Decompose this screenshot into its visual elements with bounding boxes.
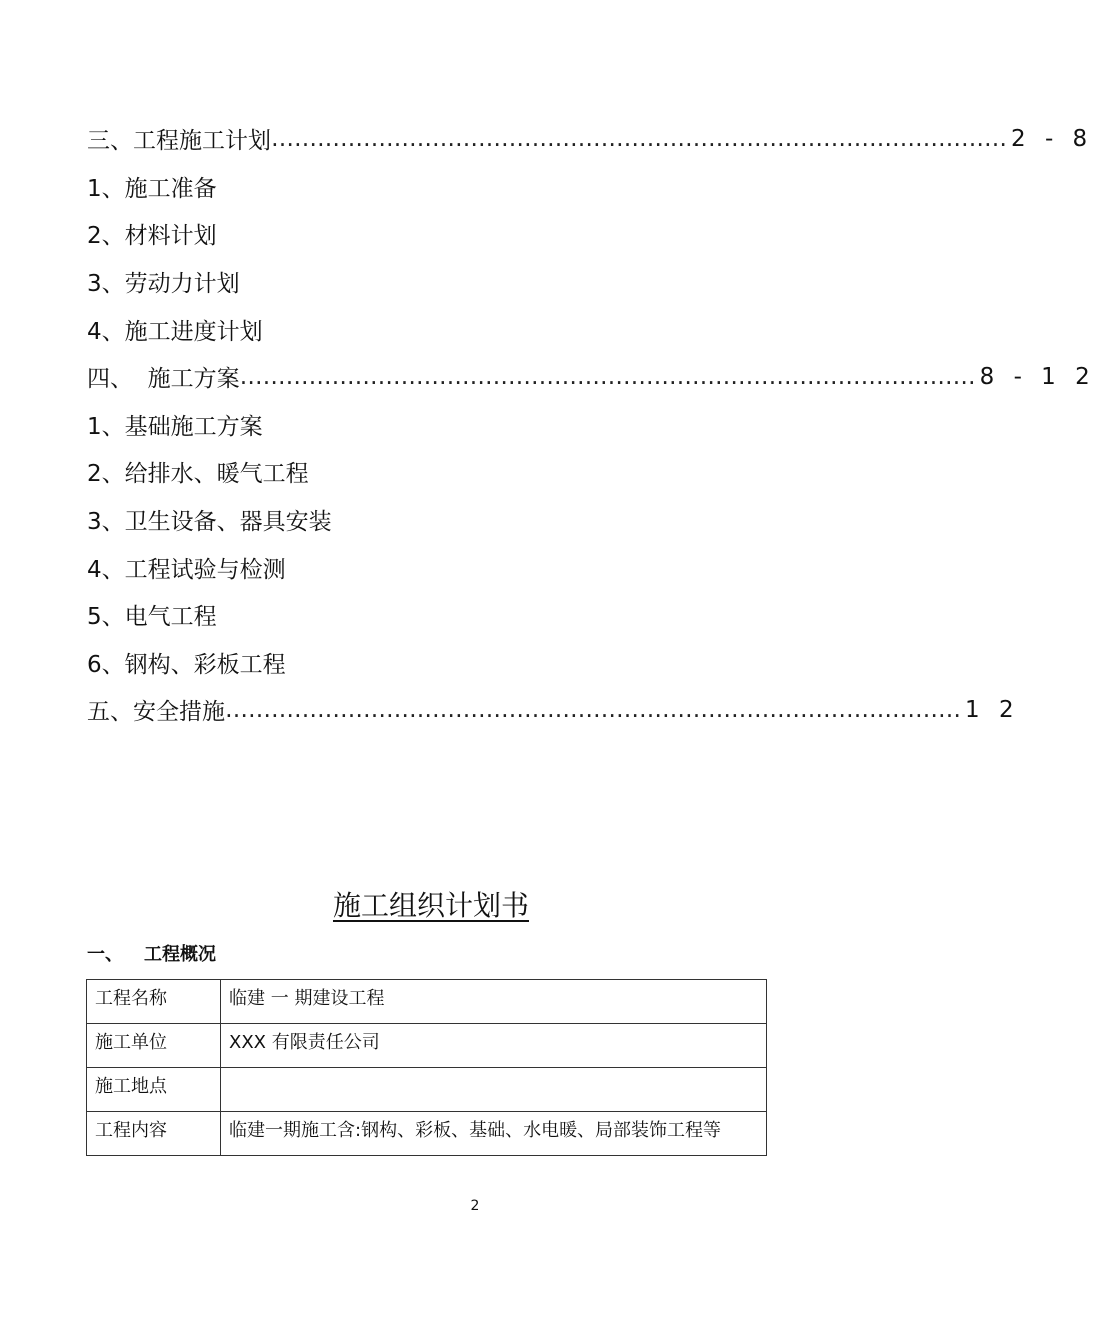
toc-entry[interactable] (87, 591, 807, 639)
toc-entry[interactable] (87, 448, 807, 496)
table-label-cell: 施工地点 (87, 1068, 221, 1112)
toc-entry-chapter-5[interactable] (87, 686, 1020, 734)
table-value-cell: XXX 有限责任公司 (221, 1024, 767, 1068)
toc-leader-dots: …………………………………………………………………………………… (239, 363, 976, 390)
section-heading (87, 940, 216, 966)
toc-entry[interactable] (87, 163, 807, 211)
toc-entry-text: 4、工程试验与检测 (87, 556, 286, 583)
toc-entry-text: 3、劳动力计划 (87, 271, 240, 298)
table-label-cell: 施工单位 (87, 1024, 221, 1068)
toc-entry-chapter-4[interactable] (87, 353, 1096, 401)
table-row (87, 980, 767, 1024)
toc-entry[interactable] (87, 305, 807, 353)
toc-entry-text: 五、安全措施 (87, 699, 225, 726)
table-label-cell: 工程内容 (87, 1112, 221, 1156)
toc-entry-text: 1、施工准备 (87, 175, 217, 202)
project-overview-table (86, 979, 767, 1156)
table-label-cell: 工程名称 (87, 980, 221, 1024)
toc-entry[interactable] (87, 401, 807, 449)
toc-entry-text: 2、材料计划 (87, 223, 217, 250)
toc-leader-dots: …………………………………………………………………………………… (225, 696, 961, 723)
table-row (87, 1112, 767, 1156)
page-number: 2 (470, 1198, 480, 1214)
toc-page-range: 8 - 1 2 (979, 363, 1096, 390)
toc-entry-text: 6、钢构、彩板工程 (87, 651, 286, 678)
toc-entry-text: 5、电气工程 (87, 604, 217, 631)
toc-entry-text: 1、基础施工方案 (87, 413, 263, 440)
table-value-cell: 临建 一 期建设工程 (221, 980, 767, 1024)
table-value-cell: 临建一期施工含:钢构、彩板、基础、水电暖、局部装饰工程等 (221, 1112, 767, 1156)
toc-entry[interactable] (87, 543, 807, 591)
toc-entry[interactable] (87, 639, 807, 687)
toc-entry-text: 2、给排水、暖气工程 (87, 461, 309, 488)
toc-leader-dots: …………………………………………………………………………………… (271, 125, 1007, 152)
table-of-contents (87, 115, 1096, 734)
toc-page-range: 2 - 8 (1011, 125, 1094, 152)
table-value-cell (221, 1068, 767, 1112)
toc-entry-text: 4、施工进度计划 (87, 318, 263, 345)
section-number: 一、 (87, 944, 123, 965)
section-title: 工程概况 (144, 944, 216, 965)
toc-entry[interactable] (87, 496, 807, 544)
table-row (87, 1068, 767, 1112)
toc-entry[interactable] (87, 210, 807, 258)
toc-page-range: 1 2 (965, 696, 1020, 723)
toc-entry-text: 3、卫生设备、器具安装 (87, 509, 332, 536)
toc-entry[interactable] (87, 258, 807, 306)
document-title: 施工组织计划书 (332, 889, 529, 922)
table-row (87, 1024, 767, 1068)
toc-entry-chapter-3[interactable] (87, 115, 1094, 163)
toc-entry-text: 三、工程施工计划 (87, 128, 271, 155)
toc-entry-text: 四、 施工方案 (87, 366, 240, 393)
